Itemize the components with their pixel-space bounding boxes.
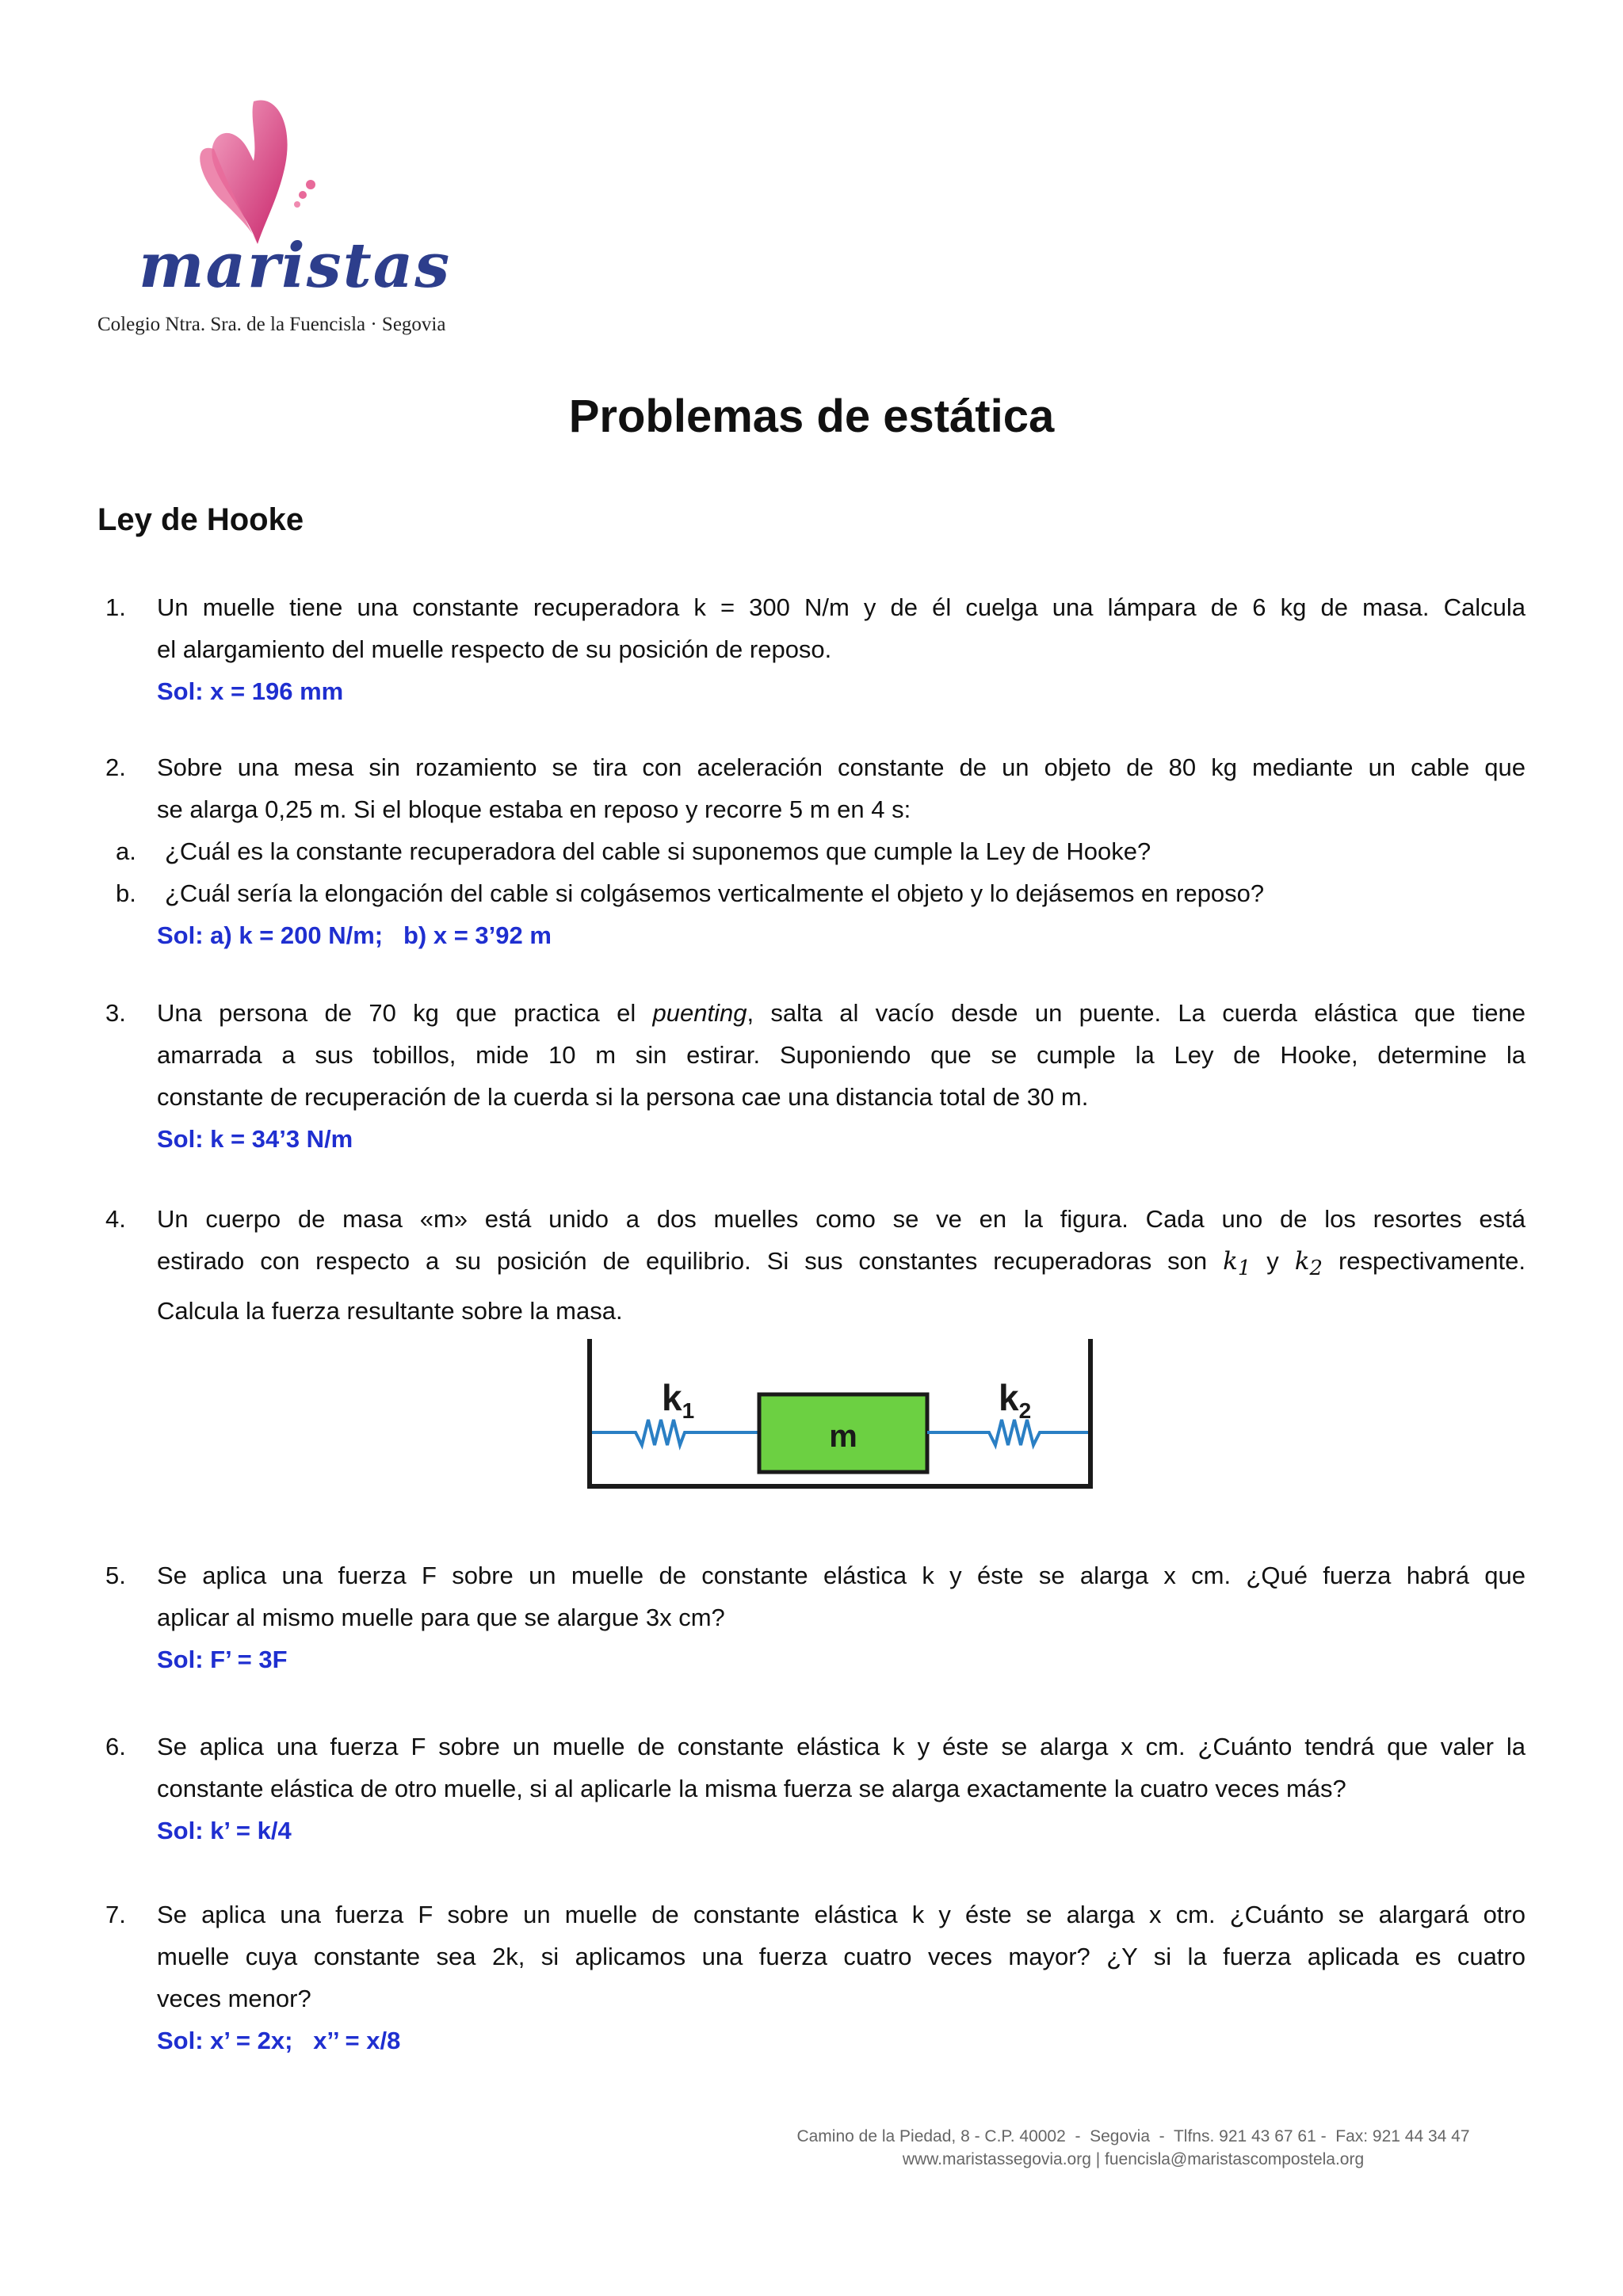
- math-sub: 1: [1237, 1257, 1251, 1281]
- problem-text: muelle cuya constante sea 2k, si aplicamos una fuerza cuatro veces mayor? ¿Y si la fuerza aplicada es cuatro: [157, 1943, 1526, 1970]
- problem-text: Se aplica una fuerza F sobre un muelle de constante elástica k y éste se alarga x cm. ¿Cuánto se alargará otro: [157, 1901, 1526, 1928]
- problem-4: [97, 1198, 1526, 1332]
- spring-mass-figure: [586, 1337, 1094, 1492]
- problem-text: veces menor?: [157, 1985, 311, 2012]
- problem-text: amarrada a sus tobillos, mide 10 m sin estirar. Suponiendo que se cumple la Ley de Hooke, determine la: [157, 1041, 1526, 1069]
- problem-number: 2.: [105, 753, 126, 781]
- problem-text: Calcula la fuerza resultante sobre la masa.: [157, 1297, 623, 1325]
- spring-diagram: [586, 1337, 1094, 1492]
- problem-number: 1.: [105, 593, 126, 621]
- school-name: Colegio Ntra. Sra. de la Fuencisla · Segovia: [97, 314, 446, 335]
- problem-text: aplicar al mismo muelle para que se alargue 3x cm?: [157, 1604, 725, 1631]
- subitem-text: ¿Cuál sería la elongación del cable si colgásemos verticalmente el objeto y lo dejásemos en reposo?: [165, 879, 1265, 907]
- solution: Sol: a) k = 200 N/m; b) x = 3’92 m: [157, 921, 552, 949]
- problem-text: constante elástica de otro muelle, si al aplicarle la misma fuerza se alarga exactamente la cuatro veces más?: [157, 1775, 1346, 1802]
- problem-text: se alarga 0,25 m. Si el bloque estaba en reposo y recorre 5 m en 4 s:: [157, 795, 911, 823]
- problem-number: 6.: [105, 1733, 126, 1760]
- solution: Sol: F’ = 3F: [157, 1646, 288, 1673]
- subitem-label: a.: [116, 837, 136, 865]
- math-var: k: [1294, 1247, 1310, 1276]
- italic-term: puenting: [652, 999, 747, 1027]
- problem-number: 3.: [105, 999, 126, 1027]
- problem-7: [97, 1894, 1526, 2061]
- solution: Sol: x = 196 mm: [157, 677, 344, 705]
- problem-number: 7.: [105, 1901, 126, 1928]
- text-run: Una persona de 70 kg que practica el: [157, 999, 653, 1027]
- page-footer: [697, 2125, 1569, 2171]
- problem-number: 5.: [105, 1562, 126, 1589]
- problem-text: Un muelle tiene una constante recuperadora k = 300 N/m y de él cuelga una lámpara de 6 kg de masa. Calcula: [157, 593, 1526, 621]
- problem-text: [157, 992, 1526, 1034]
- mass-label: m: [829, 1419, 857, 1454]
- logo-wordmark: maristas: [139, 230, 452, 302]
- footer-web: www.maristassegovia.org | fuencisla@maristascompostela.org: [902, 2150, 1365, 2168]
- section-heading: Ley de Hooke: [97, 502, 304, 537]
- spring-right: [927, 1420, 1088, 1445]
- problem-number: 4.: [105, 1205, 126, 1233]
- text-run: , salta al vacío desde un puente. La cuerda elástica que tiene: [747, 999, 1526, 1027]
- problem-2: [97, 746, 1526, 956]
- problem-5: [97, 1554, 1526, 1680]
- subitem-text: ¿Cuál es la constante recuperadora del cable si suponemos que cumple la Ley de Hooke?: [165, 837, 1151, 865]
- math-sub: 2: [1309, 1257, 1323, 1281]
- problem-6: [97, 1726, 1526, 1852]
- problem-text: Se aplica una fuerza F sobre un muelle de constante elástica k y éste se alarga x cm. ¿Cuánto tendrá que valer la: [157, 1733, 1526, 1760]
- problem-text: constante de recuperación de la cuerda si la persona cae una distancia total de 30 m.: [157, 1083, 1089, 1111]
- school-logo: [95, 93, 507, 343]
- subitem-label: b.: [116, 879, 136, 907]
- solution: Sol: x’ = 2x; x’’ = x/8: [157, 2027, 401, 2054]
- math-var: k: [1223, 1247, 1238, 1276]
- solution: Sol: k’ = k/4: [157, 1817, 292, 1844]
- text-run: respectivamente.: [1322, 1247, 1526, 1275]
- problem-text: el alargamiento del muelle respecto de su posición de reposo.: [157, 635, 832, 663]
- text-run: estirado con respecto a su posición de equilibrio. Si sus constantes recuperadoras son: [157, 1247, 1224, 1275]
- subitem-b: [108, 872, 1526, 914]
- footer-address: Camino de la Piedad, 8 - C.P. 40002 - Segovia - Tlfns. 921 43 67 61 - Fax: 921 44 34 47: [796, 2127, 1470, 2145]
- text-run: y: [1251, 1247, 1295, 1275]
- problem-1: [97, 586, 1526, 712]
- problem-text: [157, 1240, 1526, 1290]
- spring-left: [592, 1420, 759, 1445]
- problem-text: Un cuerpo de masa «m» está unido a dos muelles como se ve en la figura. Cada uno de los resortes está: [157, 1205, 1526, 1233]
- spring1-label: $k_1$: [662, 1377, 695, 1423]
- page-title: Problemas de estática: [568, 391, 1055, 442]
- solution: Sol: k = 34’3 N/m: [157, 1125, 353, 1153]
- spring2-label: $k_2$: [999, 1377, 1032, 1423]
- math-k2: [1294, 1247, 1323, 1281]
- math-k1: [1223, 1247, 1251, 1281]
- problem-3: [97, 992, 1526, 1160]
- problem-text: Sobre una mesa sin rozamiento se tira con aceleración constante de un objeto de 80 kg mediante un cable que: [157, 753, 1526, 781]
- subitem-a: [108, 830, 1526, 872]
- problem-text: Se aplica una fuerza F sobre un muelle de constante elástica k y éste se alarga x cm. ¿Qué fuerza habrá que: [157, 1562, 1526, 1589]
